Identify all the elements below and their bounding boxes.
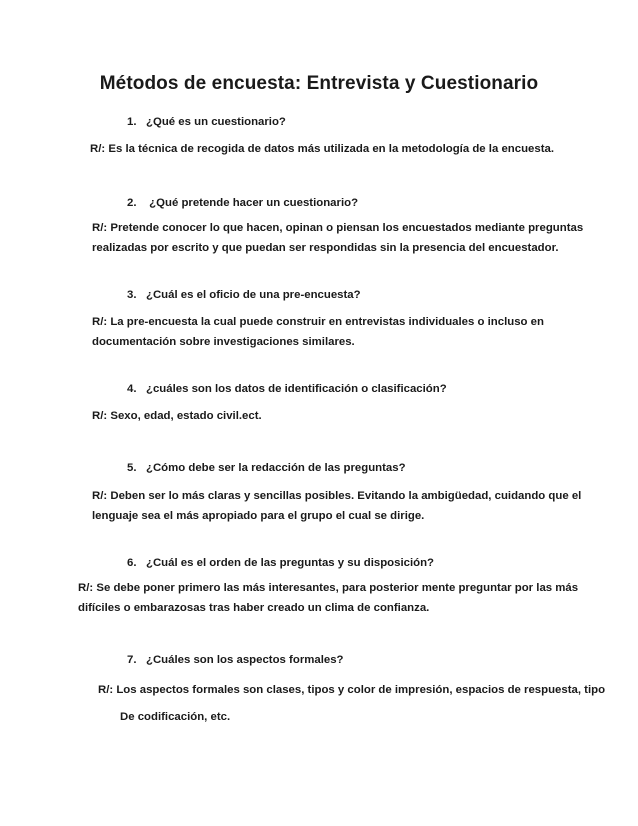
question-text: ¿Cuál es el orden de las preguntas y su disposición? xyxy=(146,557,434,569)
answer-4 xyxy=(92,406,262,426)
answer-line: R/: Deben ser lo más claras y sencillas posibles. Evitando la ambigüedad, cuidando que el xyxy=(92,490,582,502)
question-text: ¿Qué pretende hacer un cuestionario? xyxy=(146,197,359,209)
question-3 xyxy=(127,289,361,301)
answer-line: difíciles o embarazosas tras haber creado un clima de confianza. xyxy=(78,602,430,614)
answer-line: lenguaje sea el más apropiado para el grupo el cual se dirige. xyxy=(92,510,425,522)
answer-line: R/: Los aspectos formales son clases, tipos y color de impresión, espacios de respuesta, tipo xyxy=(98,684,606,696)
question-text: ¿Cómo debe ser la redacción de las preguntas? xyxy=(146,462,406,474)
answer-line: R/: Se debe poner primero las más interesantes, para posterior mente preguntar por las más xyxy=(78,582,579,594)
question-text: ¿Cuáles son los aspectos formales? xyxy=(146,654,344,666)
question-number: 5. xyxy=(127,462,137,474)
question-5 xyxy=(127,462,406,474)
answer-3 xyxy=(92,312,544,352)
answer-1 xyxy=(90,139,554,159)
question-number: 1. xyxy=(127,116,137,128)
question-number: 2. xyxy=(127,197,137,209)
answer-2 xyxy=(92,218,583,258)
question-number: 7. xyxy=(127,654,137,666)
answer-line: De codificación, etc. xyxy=(120,711,231,723)
answer-line: documentación sobre investigaciones similares. xyxy=(92,336,355,348)
answer-line: R/: Es la técnica de recogida de datos más utilizada en la metodología de la encuesta. xyxy=(90,143,554,155)
question-2 xyxy=(127,197,358,209)
question-4 xyxy=(127,383,447,395)
document-title: Métodos de encuesta: Entrevista y Cuestionario xyxy=(99,73,539,94)
answer-6 xyxy=(78,578,578,618)
answer-line: R/: Pretende conocer lo que hacen, opinan o piensan los encuestados mediante preguntas xyxy=(92,222,584,234)
question-text: ¿cuáles son los datos de identificación o clasificación? xyxy=(146,383,447,395)
question-1 xyxy=(127,116,286,128)
question-number: 4. xyxy=(127,383,137,395)
answer-line: R/: La pre-encuesta la cual puede construir en entrevistas individuales o incluso en xyxy=(92,316,544,328)
answer-5 xyxy=(92,486,581,526)
answer-7-continued xyxy=(120,707,230,727)
question-7 xyxy=(127,654,344,666)
question-text: ¿Cuál es el oficio de una pre-encuesta? xyxy=(146,289,361,301)
question-6 xyxy=(127,557,434,569)
question-text: ¿Qué es un cuestionario? xyxy=(146,116,286,128)
answer-line: R/: Sexo, edad, estado civil.ect. xyxy=(92,410,262,422)
question-number: 3. xyxy=(127,289,137,301)
answer-7 xyxy=(98,680,605,700)
answer-line: realizadas por escrito y que puedan ser respondidas sin la presencia del encuestador. xyxy=(92,242,559,254)
question-number: 6. xyxy=(127,557,137,569)
